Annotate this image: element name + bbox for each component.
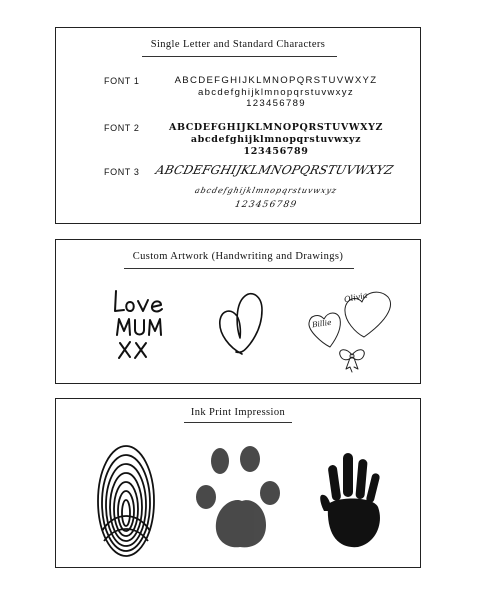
font-3-lowercase: abcdefghijklmnopqrstuvwxyz <box>193 186 339 195</box>
title-underline <box>142 56 337 57</box>
font-3-uppercase: ABCDEFGHIJKLMNOPQRSTUVWXYZ <box>154 163 395 177</box>
panel-title: Custom Artwork (Handwriting and Drawings) <box>132 251 344 262</box>
font-1-uppercase: ABCDEFGHIJKLMNOPQRSTUVWXYZ <box>174 75 378 86</box>
panel-title: Single Letter and Standard Characters <box>150 39 326 50</box>
heart-name-olivia: Olivia <box>343 290 369 305</box>
custom-artwork-panel <box>55 239 421 384</box>
font-2-uppercase: ABCDEFGHIJKLMNOPQRSTUVWXYZ <box>168 122 384 133</box>
fingerprint-art <box>94 441 158 559</box>
heart-drawing-art <box>216 290 268 356</box>
panel-title: Ink Print Impression <box>190 407 286 418</box>
font-2-digits: 123456789 <box>243 146 309 157</box>
hand-print-art <box>314 451 394 551</box>
handwriting-love-mum-art <box>111 287 171 367</box>
heart-name-billie: Billie <box>311 317 333 330</box>
font-1-label: FONT 1 <box>104 76 140 86</box>
title-underline <box>124 268 354 269</box>
font-1-lowercase: abcdefghijklmnopqrstuvwxyz <box>198 87 354 98</box>
font-2-lowercase: abcdefghijklmnopqrstuvwxyz <box>190 134 362 145</box>
font-3-digits: 123456789 <box>233 200 299 210</box>
paw-print-art <box>194 445 290 553</box>
ink-print-panel <box>55 398 421 568</box>
font-1-digits: 123456789 <box>246 98 306 109</box>
standard-characters-panel <box>55 27 421 224</box>
font-3-label: FONT 3 <box>104 167 140 177</box>
title-underline <box>184 422 292 423</box>
font-2-label: FONT 2 <box>104 123 140 133</box>
